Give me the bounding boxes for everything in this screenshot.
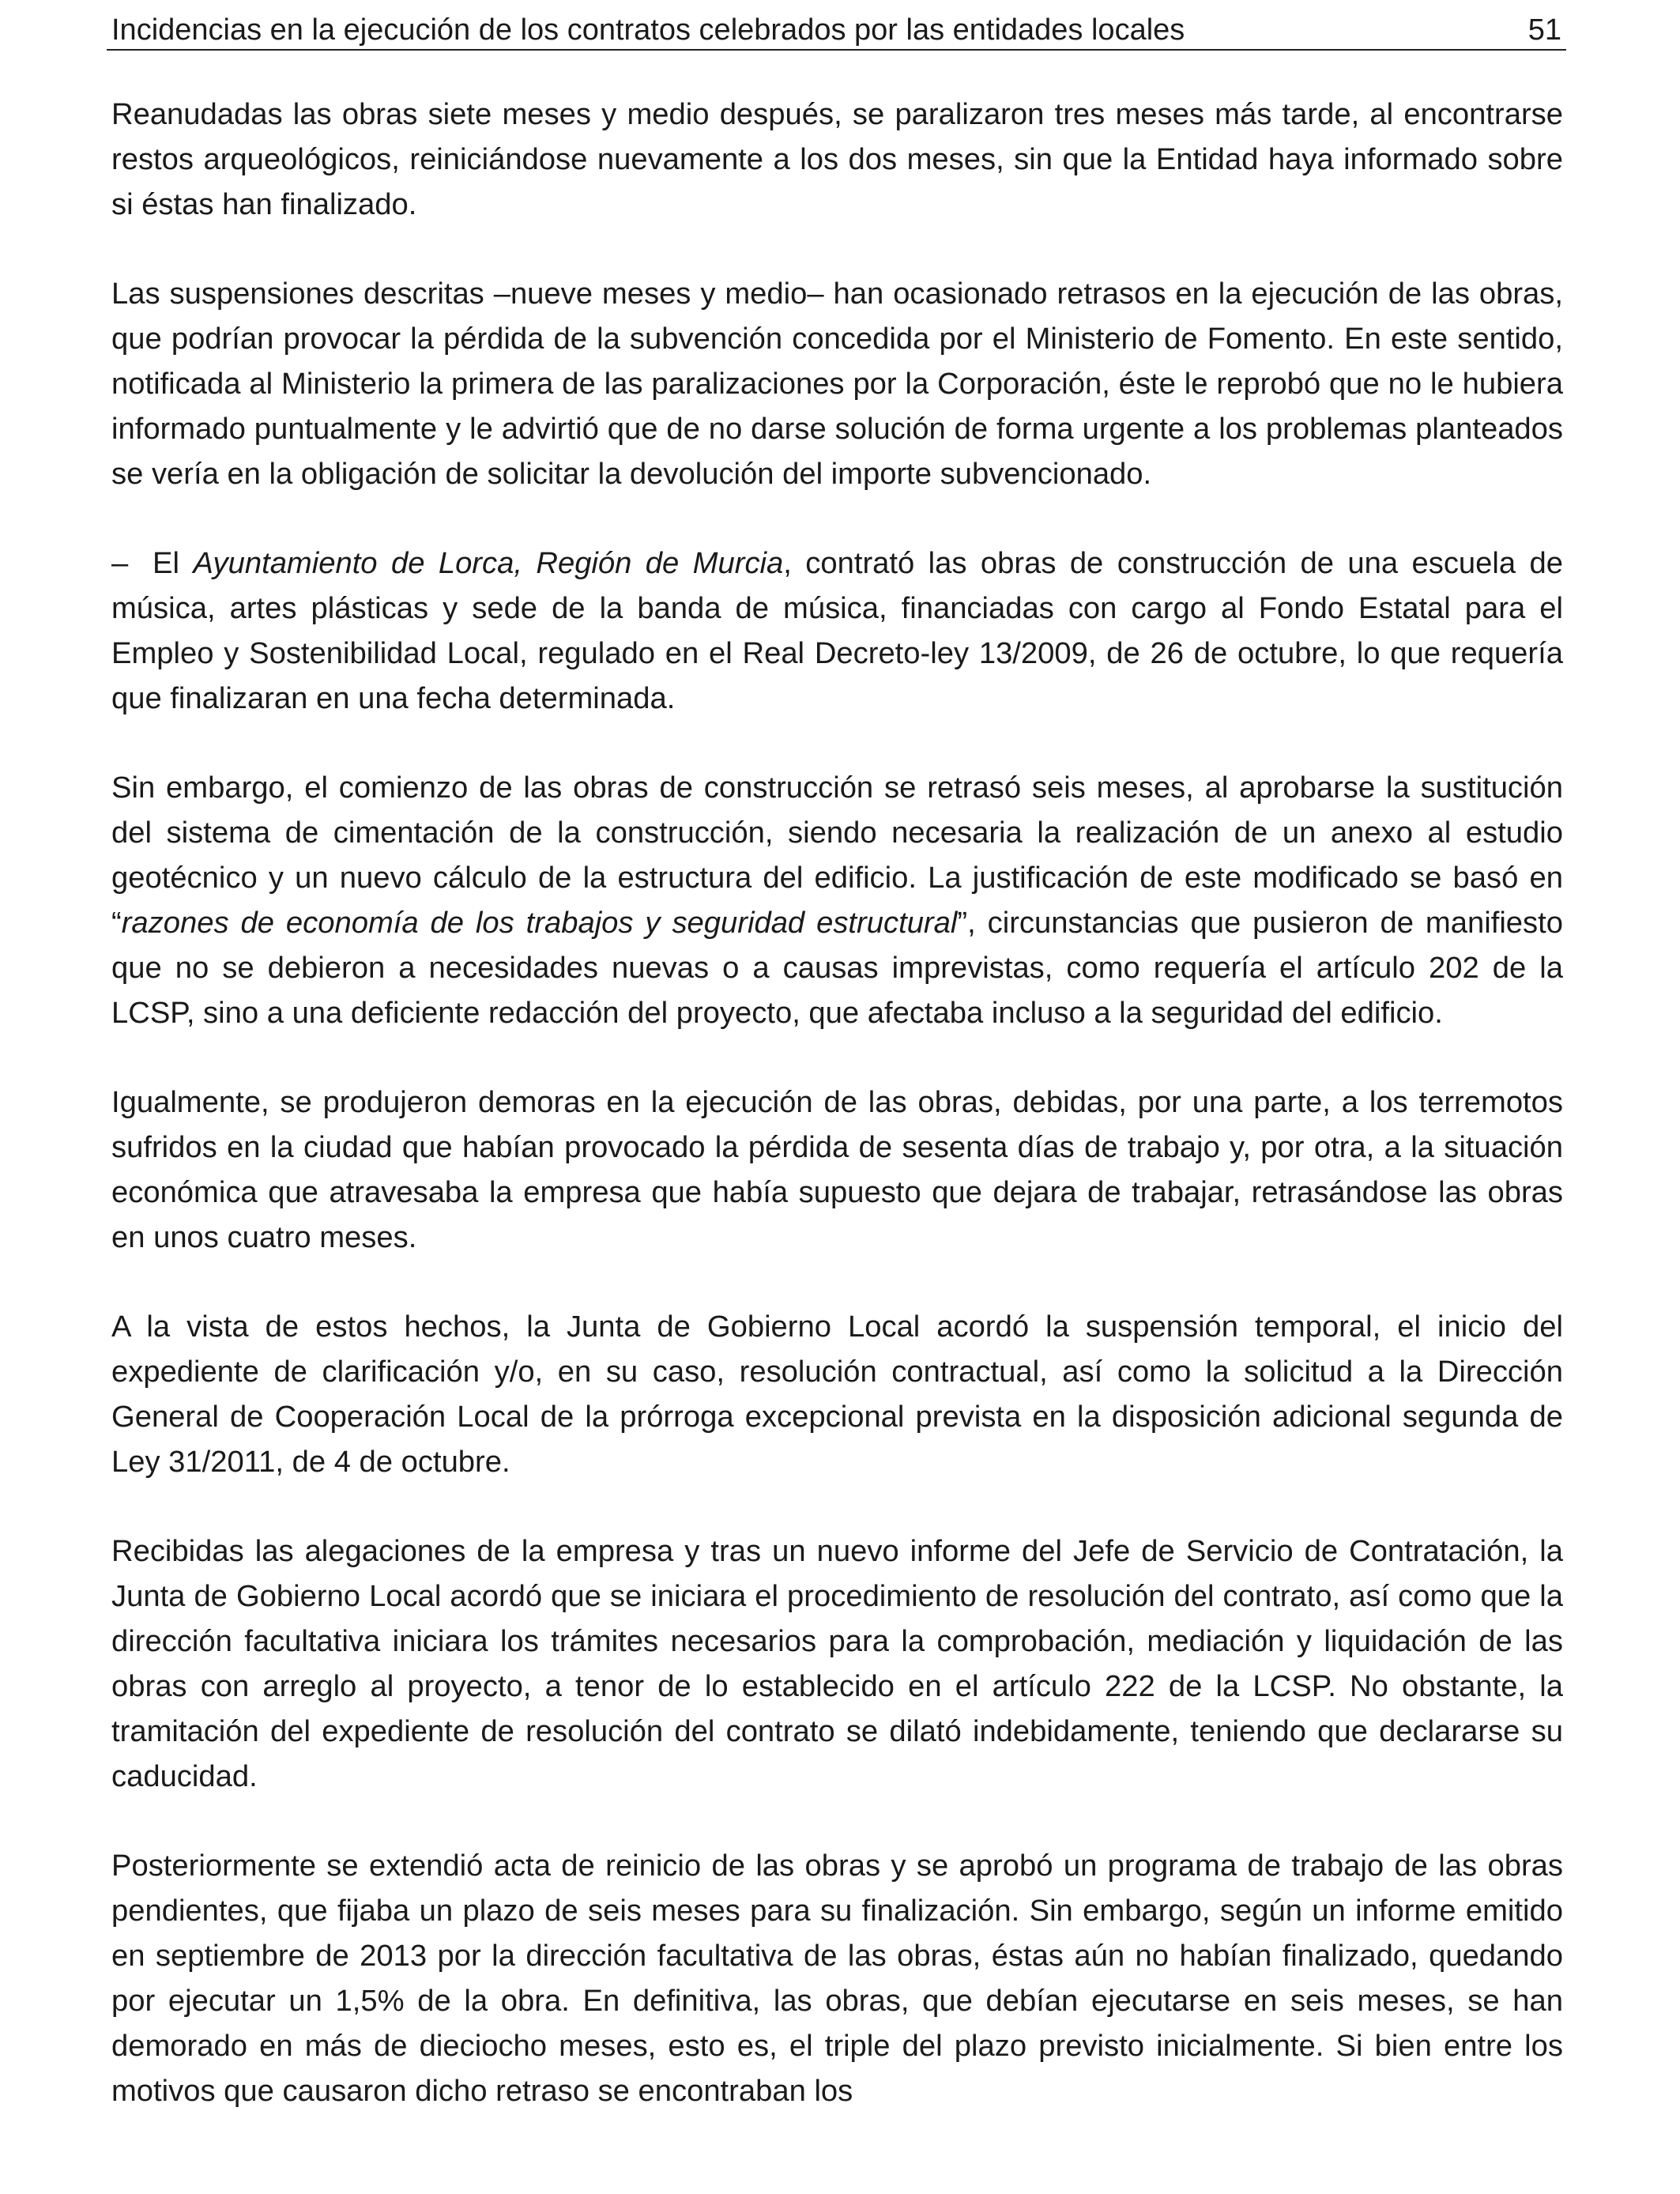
header-title: Incidencias en la ejecución de los contratos celebrados por las entidades locales [111,13,1185,47]
list-dash: – [111,546,129,580]
running-header [107,8,1566,51]
paragraph-3 [111,541,1563,721]
page-number: 51 [1527,13,1561,47]
paragraph-4-text: ”, circunstancias que pusieron de manifiesto que no se debieron a necesidades nuevas o a causas imprevistas, como requería el artículo 202 de la LCSP, sino a una deficiente redacción del proyecto, que afectaba incluso a la seguridad del edificio. [111,906,1563,1030]
paragraph-5: Igualmente, se produjeron demoras en la ejecución de las obras, debidas, por una parte, a los terremotos sufridos en la ciudad que habían provocado la pérdida de sesenta días de trabajo y, por otra, a la situación económica que atravesaba la empresa que había supuesto que dejara de trabajar, retrasándose las obras en unos cuatro meses. [111,1085,1563,1254]
paragraph-1: Reanudadas las obras siete meses y medio después, se paralizaron tres meses más tarde, al encontrarse restos arqueológicos, reiniciándose nuevamente a los dos meses, sin que la Entidad haya informado sobre si éstas han finalizado. [111,97,1563,221]
paragraph-3-lead: El [153,546,194,580]
paragraph-4-quote: razones de economía de los trabajos y seguridad estructural [121,906,958,940]
paragraph-8: Posteriormente se extendió acta de reinicio de las obras y se aprobó un programa de trabajo de las obras pendientes, que fijaba un plazo de seis meses para su finalización. Sin embargo, según un informe emitido en septiembre de 2013 por la dirección facultativa de las obras, éstas aún no habían finalizado, quedando por ejecutar un 1,5% de la obra. En definitiva, las obras, que debían ejecutarse en seis meses, se han demorado en más de dieciocho meses, esto es, el triple del plazo previsto inicialmente. Si bien entre los motivos que causaron dicho retraso se encontraban los [111,1849,1563,2108]
paragraph-3-text: , contrató las obras de construcción de una escuela de música, artes plásticas y sede de la banda de música, financiadas con cargo al Fondo Estatal para el Empleo y Sostenibilidad Local, regulado en el Real Decreto-ley 13/2009, de 26 de octubre, lo que requería que finalizaran en una fecha determinada. [111,546,1563,715]
document-body [111,92,1563,2158]
paragraph-7: Recibidas las alegaciones de la empresa y tras un nuevo informe del Jefe de Servicio de Contratación, la Junta de Gobierno Local acordó que se iniciara el procedimiento de resolución del contrato, así como que la dirección facultativa iniciara los trámites necesarios para la comprobación, mediación y liquidación de las obras con arreglo al proyecto, a tenor de lo establecido en el artículo 222 de la LCSP. No obstante, la tramitación del expediente de resolución del contrato se dilató indebidamente, teniendo que declararse su caducidad. [111,1534,1563,1793]
paragraph-2: Las suspensiones descritas –nueve meses y medio– han ocasionado retrasos en la ejecución de las obras, que podrían provocar la pérdida de la subvención concedida por el Ministerio de Fomento. En este sentido, notificada al Ministerio la primera de las paralizaciones por la Corporación, éste le reprobó que no le hubiera informado puntualmente y le advirtió que de no darse solución de forma urgente a los problemas planteados se vería en la obligación de solicitar la devolución del importe subvencionado. [111,277,1563,491]
paragraph-4 [111,765,1563,1035]
paragraph-4-lead: Sin embargo, el comienzo de las obras de construcción se retrasó seis meses, al aprobarse la sustitución del sistema de cimentación de la construcción, siendo necesaria la realización de un anexo al estudio geotécnico y un nuevo cálculo de la estructura del edificio. La justificación de este modificado se basó en “ [111,771,1563,940]
paragraph-3-entity: Ayuntamiento de Lorca, Región de Murcia [193,546,784,580]
paragraph-6: A la vista de estos hechos, la Junta de Gobierno Local acordó la suspensión temporal, el inicio del expediente de clarificación y/o, en su caso, resolución contractual, así como la solicitud a la Dirección General de Cooperación Local de la prórroga excepcional prevista en la disposición adicional segunda de Ley 31/2011, de 4 de octubre. [111,1310,1563,1479]
